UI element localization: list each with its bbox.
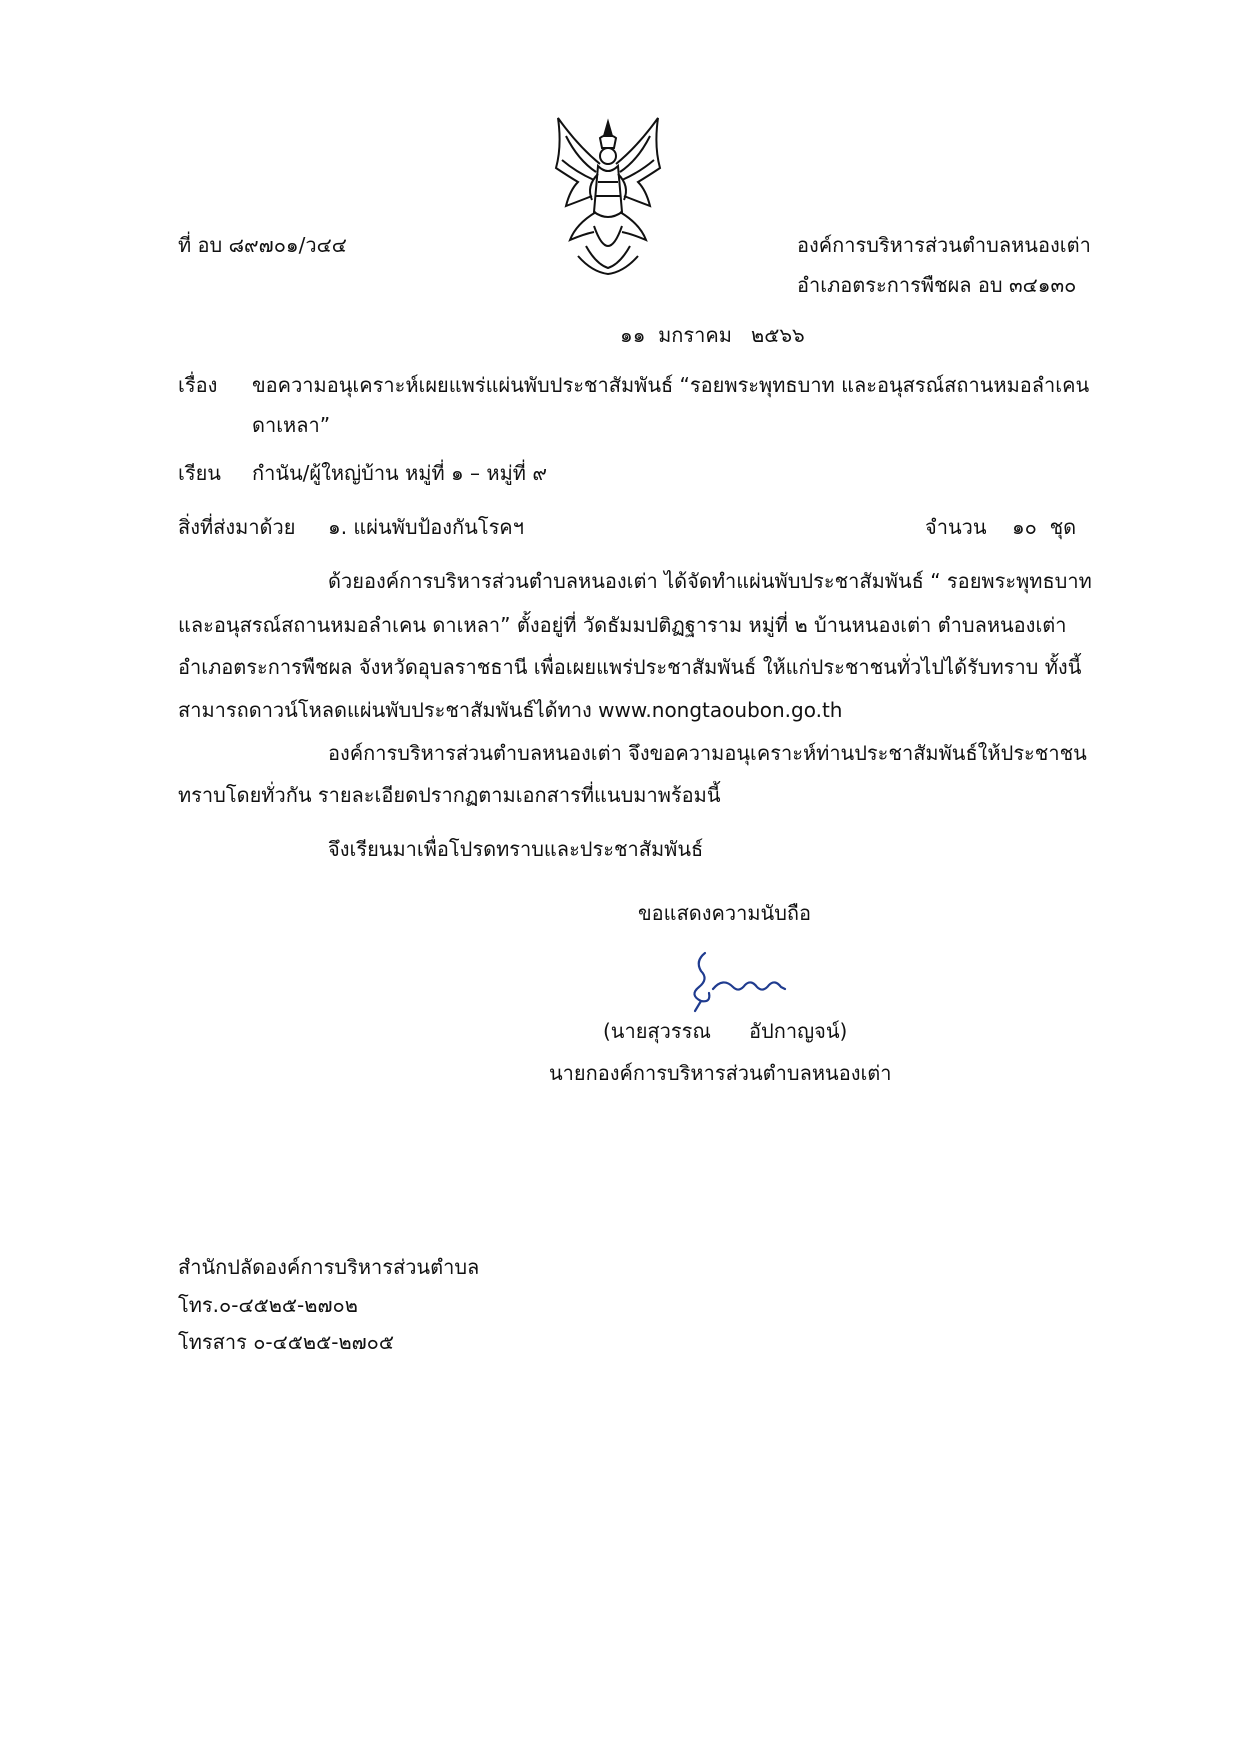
body-paragraph-1-line-2: และอนุสรณ์สถานหมอลำเคน ดาเหลา” ตั้งอยู่ที่ วัดธัมมปติฏฐาราม หมู่ที่ ๒ บ้านหนองเต่า ตำบลหนองเต่า: [178, 613, 1067, 637]
body-paragraph-1-line-3: อำเภอตระการพืชผล จังหวัดอุบลราชธานี เพื่อเผยแพร่ประชาสัมพันธ์ ให้แก่ประชาชนทั่วไปได้รับทราบ ทั้งนี้: [178, 655, 1082, 679]
regards: ขอแสดงความนับถือ: [638, 901, 812, 925]
closing-request: จึงเรียนมาเพื่อโปรดทราบและประชาสัมพันธ์: [328, 837, 704, 861]
footer-telephone: โทร.๐-๔๕๒๕-๒๗๐๒: [178, 1293, 358, 1317]
reference-number: ที่ อบ ๘๙๗๐๑/ว๔๔: [178, 233, 347, 257]
letter-date: ๑๑ มกราคม ๒๕๖๖: [620, 323, 805, 347]
organization-name: องค์การบริหารส่วนตำบลหนองเต่า: [797, 233, 1091, 257]
subject-line-1: ขอความอนุเคราะห์เผยแพร่แผ่นพับประชาสัมพันธ์ “รอยพระพุทธบาท และอนุสรณ์สถานหมอลำเคน: [252, 373, 1090, 397]
subject-line-2: ดาเหลา”: [252, 413, 331, 437]
enclosure-item: ๑. แผ่นพับป้องกันโรคฯ: [328, 515, 524, 539]
body-paragraph-1-line-4: สามารถดาวน์โหลดแผ่นพับประชาสัมพันธ์ได้ทาง www.nongtaoubon.go.th: [178, 698, 843, 722]
garuda-emblem-icon: [548, 116, 668, 276]
body-paragraph-2-line-2: ทราบโดยทั่วกัน รายละเอียดปรากฏตามเอกสารที่แนบมาพร้อมนี้: [178, 783, 721, 807]
body-paragraph-1-line-1: ด้วยองค์การบริหารส่วนตำบลหนองเต่า ได้จัดทำแผ่นพับประชาสัมพันธ์ “ รอยพระพุทธบาท: [328, 569, 1092, 593]
signatory-title: นายกองค์การบริหารส่วนตำบลหนองเต่า: [549, 1061, 892, 1085]
subject-label: เรื่อง: [178, 373, 218, 397]
footer-office: สำนักปลัดองค์การบริหารส่วนตำบล: [178, 1255, 480, 1279]
handwritten-signature: [665, 945, 815, 1015]
to-label: เรียน: [178, 461, 221, 485]
enclosure-quantity: จำนวน ๑๐ ชุด: [925, 515, 1077, 539]
body-paragraph-2-line-1: องค์การบริหารส่วนตำบลหนองเต่า จึงขอความอนุเคราะห์ท่านประชาสัมพันธ์ให้ประชาชน: [328, 741, 1087, 765]
enclosure-label: สิ่งที่ส่งมาด้วย: [178, 515, 296, 539]
to-value: กำนัน/ผู้ใหญ่บ้าน หมู่ที่ ๑ – หมู่ที่ ๙: [252, 461, 547, 485]
signatory-name: (นายสุวรรณ อัปกาญจน์): [603, 1019, 848, 1043]
footer-fax: โทรสาร ๐-๔๕๒๕-๒๗๐๕: [178, 1330, 395, 1354]
organization-address: อำเภอตระการพืชผล อบ ๓๔๑๓๐: [797, 273, 1077, 297]
